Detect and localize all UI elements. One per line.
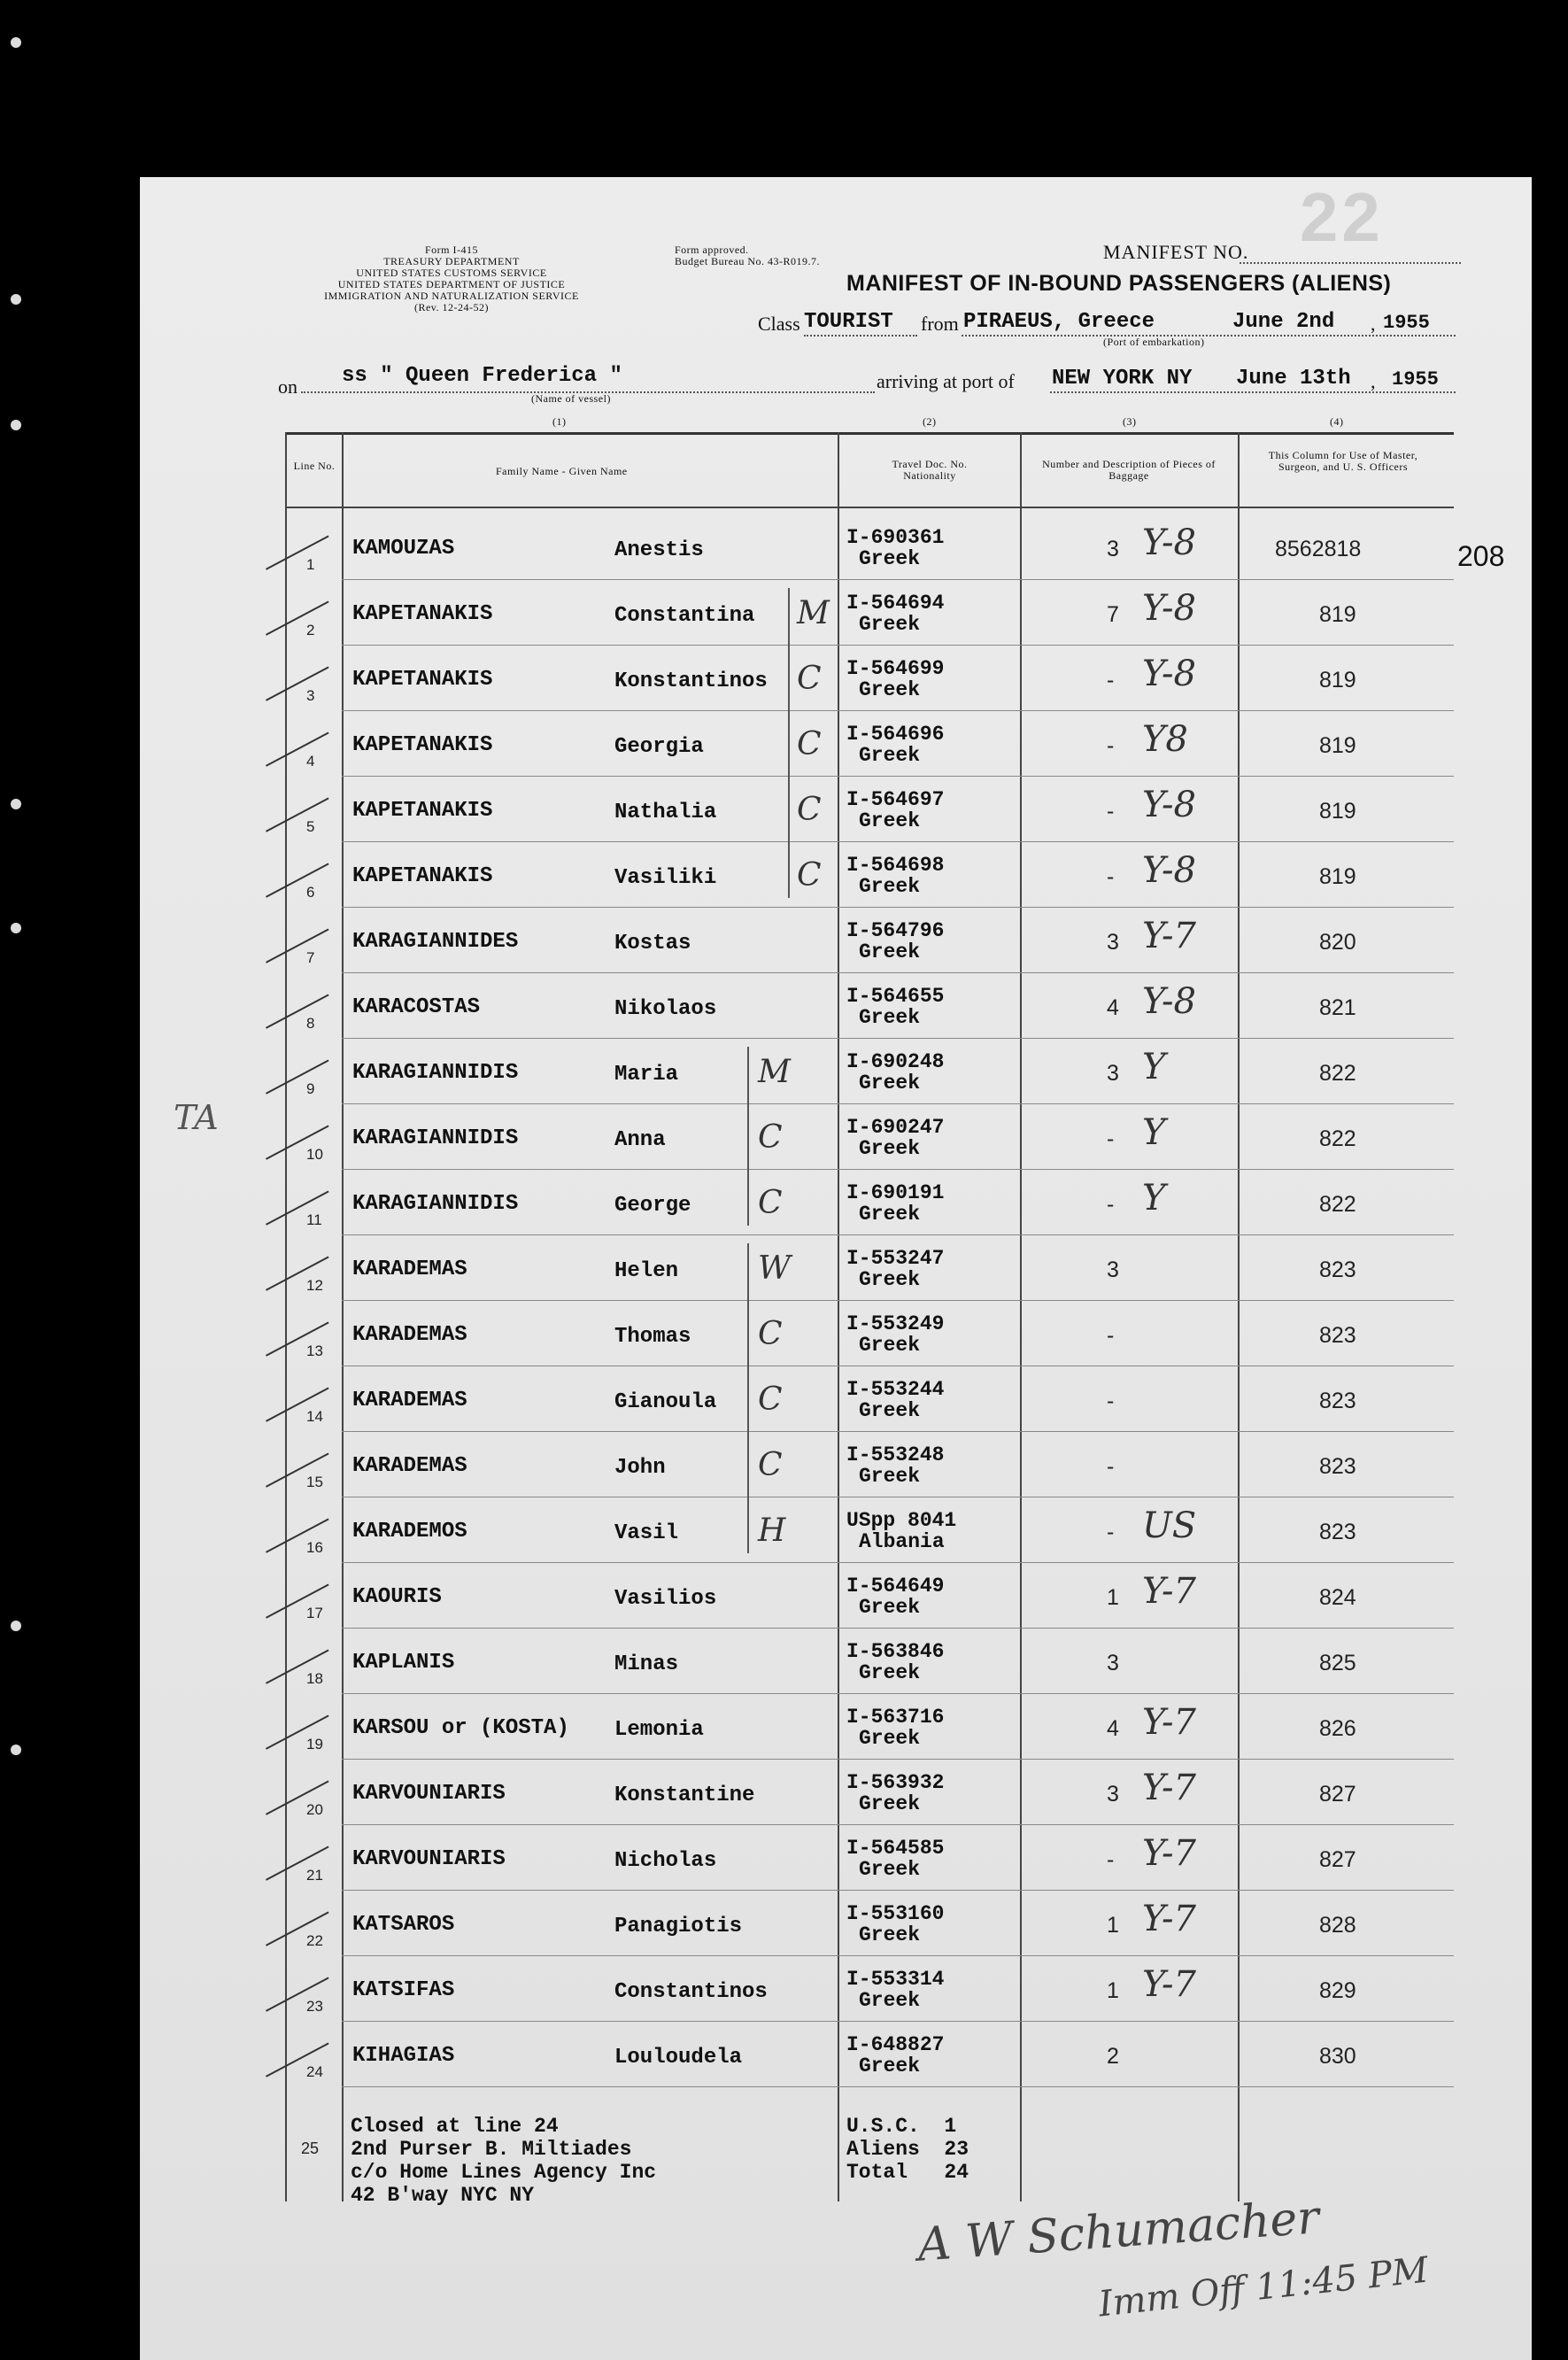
nationality: Greek [859,1006,921,1029]
port-caption: (Port of embarkation) [1103,336,1205,348]
given-name: Louloudela [614,2046,743,2070]
officer-signature: A W Schumacher [915,2191,1321,2272]
travel-doc-number: I-690247 [846,1116,945,1139]
form-block-line: (Rev. 12-24-52) [413,301,490,313]
header-officers: This Column for Use of Master, Surgeon, and U. S. Officers [1268,449,1418,473]
travel-doc-number: I-690361 [846,526,945,549]
given-name: Nathalia [614,801,717,824]
family-name: KARVOUNIARIS [352,1782,506,1806]
binder-dot [11,294,21,305]
given-name: Constantina [614,604,755,628]
closing-text-line: Closed at line 24 [351,2115,559,2138]
travel-doc-number: I-553160 [846,1902,945,1925]
given-name: Kostas [614,932,691,956]
travel-doc-number: I-564698 [846,854,945,877]
family-name: KAPLANIS [352,1651,455,1675]
vessel-caption: (Name of vessel) [531,392,611,405]
from-line [962,335,1456,337]
line-number: 19 [306,1736,323,1753]
relation-mark: M [797,595,830,631]
col-divider-doc [838,432,839,2201]
line-number: 8 [306,1015,315,1032]
nationality: Greek [859,1334,921,1357]
travel-doc-number: I-690248 [846,1050,945,1073]
header-line-no: Line No. [293,460,336,472]
line-number: 9 [306,1080,315,1097]
line-number: 16 [306,1539,323,1556]
relation-mark: C [758,1447,783,1483]
line-number: 20 [306,1801,323,1818]
officer-number: 827 [1319,1782,1356,1807]
row-divider [342,1759,1454,1760]
row-divider [342,776,1454,777]
baggage-count: - [1107,1454,1115,1479]
vessel-name: ss " Queen Frederica " [342,364,622,388]
family-name: KARVOUNIARIS [352,1847,506,1871]
on-label: on [278,375,297,398]
travel-doc-number: I-648827 [846,2033,945,2056]
col-divider-name [342,432,344,2201]
embarkation-port: PIRAEUS, Greece [963,310,1155,334]
col-number-3: (3) [1123,415,1137,428]
nationality: Greek [859,1727,921,1750]
row-divider [342,1234,1454,1235]
relation-mark: C [797,792,822,828]
row-divider [342,1038,1454,1039]
row-divider [342,1300,1454,1301]
nationality: Greek [859,678,921,701]
travel-doc-number: I-553244 [846,1378,945,1401]
manifest-title: MANIFEST OF IN-BOUND PASSENGERS (ALIENS) [846,271,1392,296]
family-group-bracket [788,588,790,898]
officer-number: 822 [1319,1061,1356,1086]
line-number: 2 [306,622,315,638]
family-name: KATSAROS [352,1913,455,1937]
baggage-mark: Y-7 [1142,916,1196,956]
travel-doc-number: I-564655 [846,985,945,1008]
officer-number: 830 [1319,2044,1356,2069]
form-identification [266,244,637,313]
header-family-name: Family Name - Given Name [496,465,628,477]
baggage-count: - [1107,1389,1115,1413]
arriving-label: arriving at port of [877,370,1015,392]
relation-mark: C [797,857,822,894]
officer-number: 829 [1319,1978,1356,2003]
baggage-mark: Y-8 [1142,522,1196,563]
closing-text-line: 2nd Purser B. Miltiades [351,2138,632,2161]
officer-number: 822 [1319,1126,1356,1151]
col-number-4: (4) [1330,415,1344,428]
relation-mark: C [758,1316,783,1352]
row-divider [342,2086,1454,2087]
given-name: Vasil [614,1521,679,1545]
baggage-count: - [1107,733,1115,758]
given-name: Anestis [614,538,704,562]
form-block-line: IMMIGRATION AND NATURALIZATION SERVICE [324,290,579,302]
nationality: Greek [859,1268,921,1291]
family-name: KAPETANAKIS [352,733,493,757]
embarkation-year: 1955 [1383,312,1430,334]
line-number: 11 [306,1211,322,1228]
nationality: Greek [859,1596,921,1619]
travel-doc-number: I-564694 [846,592,945,615]
binder-dot [11,923,21,933]
given-name: Maria [614,1063,679,1087]
closing-text-line: c/o Home Lines Agency Inc [351,2161,657,2184]
comma-sep: , [1371,313,1376,335]
family-name: KARADEMOS [352,1520,467,1544]
nationality: Albania [859,1530,945,1553]
nationality: Greek [859,1923,921,1946]
family-name: KATSIFAS [352,1978,455,2002]
travel-doc-number: I-690191 [846,1181,945,1204]
comma-sep-2: , [1371,370,1376,392]
given-name: Helen [614,1259,679,1283]
given-name: Anna [614,1128,666,1152]
baggage-mark: Y [1142,1178,1166,1219]
row-divider [342,1103,1454,1104]
family-group-bracket [747,1243,749,1553]
line-number: 24 [306,2063,323,2080]
line-number: 10 [306,1146,323,1163]
relation-mark: C [797,661,822,697]
officer-number: 823 [1319,1257,1356,1282]
line-number: 6 [306,884,315,901]
line-number: 15 [306,1474,323,1490]
given-name: Nikolaos [614,997,717,1021]
row-divider [342,645,1454,646]
closing-text-line: 42 B'way NYC NY [351,2184,535,2207]
table-header-bottom [285,507,1454,508]
travel-doc-number: I-564796 [846,919,945,942]
given-name: Lemonia [614,1718,704,1742]
line-number: 23 [306,1998,323,2015]
family-name: KARADEMAS [352,1257,467,1281]
officer-number: 824 [1319,1585,1356,1610]
given-name: Nicholas [614,1849,717,1873]
baggage-mark: Y-8 [1142,654,1196,694]
nationality: Greek [859,1661,921,1684]
officer-number: 823 [1319,1389,1356,1413]
nationality: Greek [859,547,921,570]
officer-number: 823 [1319,1520,1356,1544]
given-name: Georgia [614,735,704,759]
given-name: John [614,1456,666,1480]
travel-doc-number: I-553249 [846,1312,945,1335]
baggage-count: - [1107,799,1115,824]
officer-number: 819 [1319,733,1356,758]
form-approval [675,244,820,267]
row-divider [342,1562,1454,1563]
travel-doc-number: I-553247 [846,1247,945,1270]
relation-mark: H [758,1513,786,1549]
officer-number: 828 [1319,1913,1356,1938]
travel-doc-number: USpp 8041 [846,1509,957,1532]
line-number: 1 [306,556,315,573]
manifest-number-stamp: 22 [1300,178,1384,256]
officer-number: 826 [1319,1716,1356,1741]
officer-number: 821 [1319,995,1356,1020]
given-name: Thomas [614,1325,691,1349]
row-divider [342,1431,1454,1432]
family-name: KARACOSTAS [352,995,481,1019]
baggage-mark: Y-8 [1142,850,1196,891]
baggage-count: - [1107,1323,1115,1348]
family-name: KAMOUZAS [352,537,455,561]
travel-doc-number: I-564697 [846,788,945,811]
given-name: George [614,1194,691,1218]
officer-number: 823 [1319,1323,1356,1348]
officer-number: 819 [1319,799,1356,824]
nationality: Greek [859,1858,921,1881]
binder-dot [11,1621,21,1631]
row-divider [342,1824,1454,1825]
family-name: KAPETANAKIS [352,864,493,888]
family-name: KAPETANAKIS [352,668,493,692]
officer-number: 827 [1319,1847,1356,1872]
officer-number: 819 [1319,668,1356,693]
approval-block-line: Budget Bureau No. 43-R019.7. [675,255,820,267]
nationality: Greek [859,2054,921,2078]
baggage-count: - [1107,668,1115,693]
baggage-mark: Y-7 [1142,1964,1196,2005]
line-number: 12 [306,1277,323,1294]
manifest-number-label: MANIFEST NO. [1103,241,1249,263]
baggage-mark: Y [1142,1112,1166,1153]
manifest-number-line [1240,262,1461,264]
relation-mark: C [797,726,822,762]
from-label: from [921,313,959,335]
baggage-count: 1 [1107,1585,1119,1610]
baggage-count: 1 [1107,1913,1119,1938]
header-baggage: Number and Description of Pieces of Baggage [1042,458,1216,482]
nationality: Greek [859,613,921,636]
relation-mark: C [758,1119,783,1156]
nationality: Greek [859,744,921,767]
embarkation-date: June 2nd [1232,310,1335,334]
nationality: Greek [859,1072,921,1095]
officer-number: 819 [1319,602,1356,627]
given-name: Panagiotis [614,1915,743,1938]
baggage-count: 3 [1107,1257,1119,1282]
baggage-count: 4 [1107,1716,1119,1741]
form-block-line: Form I-415 [425,244,478,256]
travel-doc-number: I-553314 [846,1968,945,1991]
line-number: 5 [306,818,315,835]
baggage-count: 4 [1107,995,1119,1020]
row-divider [342,710,1454,711]
arrival-port: NEW YORK NY [1052,367,1193,391]
travel-doc-number: I-564699 [846,657,945,680]
relation-mark: C [758,1381,783,1418]
baggage-count: 7 [1107,602,1119,627]
row-divider [342,972,1454,973]
col-divider-officers [1238,432,1240,2201]
baggage-count: - [1107,1847,1115,1872]
arrival-year: 1955 [1392,368,1439,391]
family-name: KARAGIANNIDIS [352,1061,519,1085]
given-name: Gianoula [614,1390,717,1414]
col-divider-bags [1020,432,1022,2201]
table-top-border [285,432,1454,435]
row-divider [342,907,1454,908]
nationality: Greek [859,1465,921,1488]
baggage-count: - [1107,1520,1115,1544]
family-name: KARADEMAS [352,1389,467,1412]
row-divider [342,1628,1454,1629]
baggage-count: 3 [1107,1782,1119,1807]
nationality: Greek [859,1792,921,1815]
baggage-count: - [1107,1192,1115,1217]
family-name: KARSOU or (KOSTA) [352,1716,569,1740]
family-name: KAPETANAKIS [352,799,493,823]
family-name: KARAGIANNIDIS [352,1192,519,1216]
arrival-line [1050,391,1456,393]
officer-title: Imm Off 11:45 PM [1096,2249,1431,2325]
form-block-line: TREASURY DEPARTMENT [383,255,520,267]
relation-mark: M [758,1054,791,1090]
binder-dot [11,799,21,809]
officer-number: 823 [1319,1454,1356,1479]
relation-mark: C [758,1185,783,1221]
baggage-mark: Y-8 [1142,785,1196,825]
family-name: KAPETANAKIS [352,602,493,626]
family-name: KAOURIS [352,1585,442,1609]
header-travel-doc: Travel Doc. No. Nationality [892,458,968,482]
baggage-count: 1 [1107,1978,1119,2003]
row-divider [342,2021,1454,2022]
nationality: Greek [859,875,921,898]
officer-number: 820 [1319,930,1356,955]
nationality: Greek [859,1137,921,1160]
row-divider [342,579,1454,580]
family-name: KARADEMAS [352,1454,467,1478]
line-number: 21 [306,1867,323,1884]
binder-dot [11,1745,21,1755]
given-name: Minas [614,1652,679,1676]
given-name: Constantinos [614,1980,768,2004]
baggage-mark: Y-7 [1142,1702,1196,1743]
side-number: 208 [1457,540,1505,572]
closing-total-line: Aliens 23 [846,2138,969,2161]
binder-dot [11,420,21,430]
travel-doc-number: I-564585 [846,1837,945,1860]
line-number: 13 [306,1342,323,1359]
baggage-count: 3 [1107,930,1119,955]
travel-doc-number: I-563932 [846,1771,945,1794]
nationality: Greek [859,1203,921,1226]
closing-line-number: 25 [301,2139,320,2157]
class-label: Class [758,313,800,335]
baggage-mark: Y-7 [1142,1833,1196,1874]
row-divider [342,1955,1454,1956]
given-name: Vasiliki [614,866,717,890]
baggage-mark: Y-7 [1142,1899,1196,1939]
baggage-mark: Y-8 [1142,981,1196,1022]
travel-doc-number: I-564696 [846,723,945,746]
family-name: KIHAGIAS [352,2044,455,2068]
baggage-count: 3 [1107,1651,1119,1675]
officer-number: 819 [1319,864,1356,889]
nationality: Greek [859,1399,921,1422]
relation-mark: W [758,1250,792,1287]
row-divider [342,1169,1454,1170]
baggage-mark: Y8 [1142,719,1188,760]
form-block-line: UNITED STATES DEPARTMENT OF JUSTICE [337,278,566,290]
margin-note: TA [174,1098,219,1137]
row-divider [342,1693,1454,1694]
travel-doc-number: I-563716 [846,1706,945,1729]
family-name: KARAGIANNIDIS [352,1126,519,1150]
line-number: 17 [306,1605,323,1621]
nationality: Greek [859,1989,921,2012]
col-number-2: (2) [923,415,937,428]
travel-doc-number: I-564649 [846,1575,945,1598]
line-number: 4 [306,753,315,770]
closing-total-line: Total 24 [846,2161,969,2184]
approval-block-line: Form approved. [675,244,749,256]
family-group-bracket [747,1047,749,1226]
baggage-count: - [1107,1126,1115,1151]
baggage-count: 3 [1107,537,1119,561]
class-line [804,335,917,337]
baggage-count: - [1107,864,1115,889]
line-number: 18 [306,1670,323,1687]
officer-number: 8562818 [1275,537,1362,561]
baggage-mark: US [1142,1505,1197,1546]
baggage-mark: Y-7 [1142,1571,1196,1612]
line-number: 22 [306,1932,323,1949]
baggage-count: 3 [1107,1061,1119,1086]
officer-number: 822 [1319,1192,1356,1217]
arrival-date: June 13th [1236,367,1351,391]
baggage-mark: Y-7 [1142,1768,1196,1808]
family-name: KARAGIANNIDES [352,930,519,954]
binder-dot [11,37,21,48]
given-name: Vasilios [614,1587,717,1611]
col-number-1: (1) [552,415,567,428]
officer-number: 825 [1319,1651,1356,1675]
line-number: 3 [306,687,315,704]
nationality: Greek [859,809,921,832]
closing-total-line: U.S.C. 1 [846,2115,957,2138]
family-name: KARADEMAS [352,1323,467,1347]
baggage-count: 2 [1107,2044,1119,2069]
row-divider [342,841,1454,842]
line-number: 14 [306,1408,323,1425]
travel-doc-number: I-553248 [846,1443,945,1466]
nationality: Greek [859,940,921,963]
line-number: 7 [306,949,315,966]
given-name: Konstantine [614,1784,755,1807]
row-divider [342,1890,1454,1891]
class-value: TOURIST [804,310,893,334]
given-name: Konstantinos [614,669,768,693]
form-block-line: UNITED STATES CUSTOMS SERVICE [356,267,547,279]
baggage-mark: Y [1142,1047,1166,1087]
baggage-mark: Y-8 [1142,588,1196,629]
travel-doc-number: I-563846 [846,1640,945,1663]
